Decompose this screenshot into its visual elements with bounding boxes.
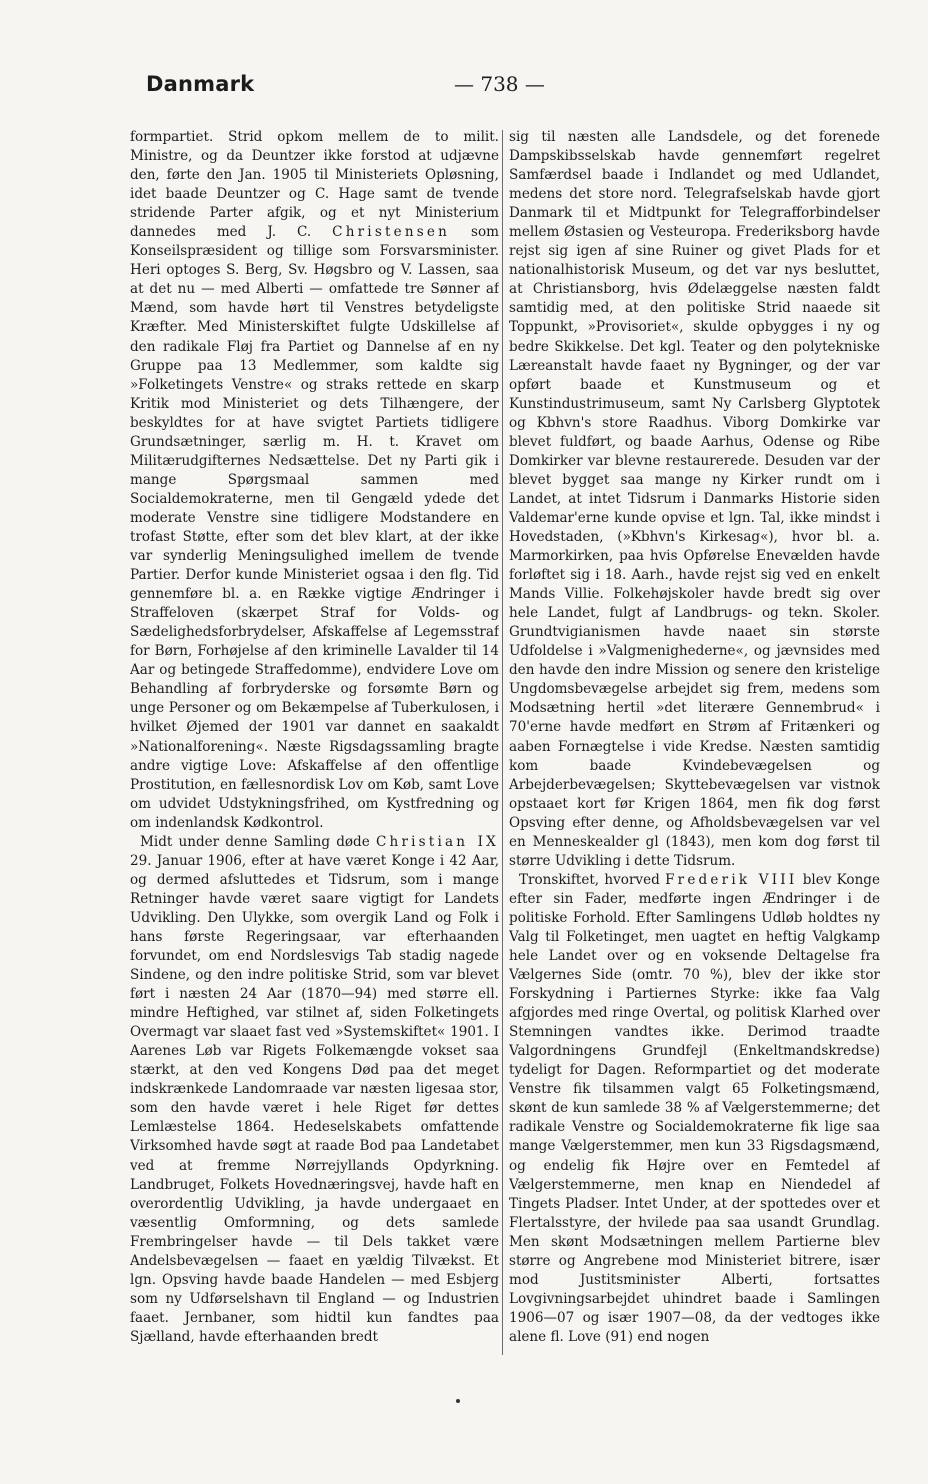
paragraph <box>130 833 499 1347</box>
paragraph-text: Tronskiftet, hvorved <box>519 871 660 888</box>
paragraph-text: 29. Januar 1906, efter at have været Konge i 42 Aar, og dermed afsluttedes et Tidsrum, som i mange Retninger havde været saare vigtigt for Landets Udvikling. Den Ulykke, som overgik Land og Folk i hans første Regeringsaar, var efterhaanden forvundet, om end Nordslesvigs Tab stadig nagede Sindene, og den indre politiske Strid, som var blevet ført i næsten 24 Aar (1870—94) med større ell. mindre Heftighed, var stilnet af, siden Folketingets Overmagt var slaaet fast ved »Systemskiftet« 1901. I Aarenes Løb var Rigets Folkemængde vokset saa stærkt, at den ved Kongens Død paa det meget indskrænkede Landomraade var næsten ligesaa stor, som den havde været i hele Riget før dettes Lemlæstelse 1864. Hedeselskabets omfattende Virksomhed havde søgt at raade Bod paa Landetabet ved at fremme Nørrejyllands Opdyrkning. Landbruget, Folkets Hovednæringsvej, havde haft en overordentlig Udvikling, ja havde undergaaet en væsentlig Omformning, og dets samlede Frembringelser havde — til Dels takket være Andelsbevægelsen — faaet en yældig Tilvækst. Et lgn. Opsving havde baade Handelen — med Esbjerg som ny Udførselshavn til England — og Industrien faaet. Jernbaner, som hidtil kun fandtes paa Sjælland, havde efterhaanden bredt <box>130 852 499 1345</box>
paragraph <box>509 871 880 1347</box>
paragraph-text: sig til næsten alle Landsdele, og det forenede Dampskibsselskab havde gennemført regelret Samfærdsel baade i Indlandet og med Udlandet, medens det store nord. Telegrafselskab havde gjort Danmark til et Midtpunkt for Telegrafforbindelser mellem Østasien og Vesteuropa. Frederiksborg havde rejst sig igen af sine Ruiner og givet Plads for et nationalhistorisk Museum, og det var nys besluttet, at Christiansborg, hvis Ødelæggelse næsten faldt samtidig med, at den politiske Strid naaede sit Toppunkt, »Provisoriet«, skulde opbygges i ny og bedre Skikkelse. Det kgl. Teater og den polytekniske Læreanstalt havde faaet ny Bygninger, og der var opført baade et Kunstmuseum og et Kunstindustrimuseum, samt Ny Carlsberg Glyptotek og Kbhvn's store Raadhus. Viborg Domkirke var blevet fuldført, og baade Aarhus, Odense og Ribe Domkirker var blevne restaurerede. Desuden var der blevet bygget saa mange ny Kirker rundt om i Landet, at intet Tidsrum i Danmarks Historie siden Valdemar'erne kunde opvise et lgn. Tal, ikke mindst i Hovedstaden, (»Kbhvn's Kirkesag«), hvor bl. a. Marmorkirken, paa hvis Opførelse Enevælden havde forløftet sig i 18. Aarh., havde rejst sig ved en enkelt Mands Villie. Folkehøjskoler havde bredt sig over hele Landet, fulgt af Landbrugs- og tekn. Skoler. Grundtvigianismen havde naaet sin største Udfoldelse i »Valgmenighederne«, og jævnsides med den havde den indre Mission og senere den kristelige Ungdomsbevægelse arbejdet sig frem, medens som Modsætning hertil »det literære Gennembrud« i 70'erne havde medført en Strøm af Fritænkeri og aaben Fornægtelse i vide Kredse. Næsten samtidig kom baade Kvindebevægelsen og Arbejderbevægelsen; Skyttebevægelsen var vistnok opstaaet kort før Krigen 1864, men fik dog først Opsving efter denne, og Afholdsbevægelsen var vel en Menneskealder gl (1843), men kom dog først til større Udvikling i dette Tidsrum. <box>509 129 880 869</box>
left-column <box>130 128 499 1368</box>
footer-mark <box>456 1399 460 1403</box>
paragraph-text: formpartiet. Strid opkom mellem de to milit. Ministre, og da Deuntzer ikke forstod at udjævne den, førte den Jan. 1905 til Ministeriets Opløsning, idet baade Deuntzer og C. Hage samt de tvende stridende Parter afgik, og et nyt Ministerium dannedes med J. C. <box>130 129 499 241</box>
person-name: Christian IX <box>375 833 499 850</box>
paragraph-text: Midt under denne Samling døde <box>140 833 370 850</box>
text-columns <box>130 128 882 1368</box>
person-name: Christensen <box>332 224 451 241</box>
paragraph <box>130 128 499 833</box>
paragraph-text: blev Konge efter sin Fader, medførte ingen Ændringer i de politiske Forhold. Efter Samlingens Udløb holdtes ny Valg til Folketinget, men uagtet en heftig Valgkamp hele Landet over og en voksende Deltagelse fra Vælgernes Side (omtr. 70 %), blev der ikke stor Forskydning i Partiernes Styrke: ikke faa Valg afgjordes med ringe Overtal, og politisk Klarhed over Stemningen vandtes ikke. Derimod traadte Valgordningens Grundfejl (Enkeltmandskredse) tydeligt for Dagen. Reformpartiet og det moderate Venstre fik tilsammen valgt 65 Folketingsmænd, skønt de kun samlede 38 % af Vælgerstemmerne; det radikale Venstre og Socialdemokraterne fik lige saa mange Vælgerstemmer, men kun 33 Rigsdagsmænd, og endelig fik Højre over en Femtedel af Vælgerstemmerne, men knap en Niendedel af Tingets Pladser. Intet Under, at der spottedes over et Flertalsstyre, der hvilede paa saa usandt Grundlag. Men skønt Modsætningen mellem Partierne blev større og Angrebene mod Ministeriet bitrere, især mod Justitsminister Alberti, fortsattes Lovgivningsarbejdet uhindret baade i Samlingen 1906—07 og især 1907—08, da der vedtoges ikke alene fl. Love (91) end nogen <box>509 871 880 1345</box>
person-name: Frederik VIII <box>665 871 798 888</box>
section-title: Danmark <box>146 72 255 96</box>
right-column <box>509 128 880 1368</box>
column-divider <box>502 130 503 1355</box>
page-number: — 738 — <box>454 72 545 96</box>
running-head <box>144 72 892 102</box>
paragraph-text: som Konseilspræsident og tillige som Forsvarsminister. Heri optoges S. Berg, Sv. Høgsbro og V. Lassen, saa at det nu — med Alberti — omfattede tre Sønner af Mænd, som havde hørt til Venstres betydeligste Kræfter. Med Ministerskiftet fulgte Udskillelse af den radikale Fløj fra Partiet og Dannelse af en ny Gruppe paa 13 Medlemmer, som kaldte sig »Folketingets Venstre« og straks rettede en skarp Kritik mod Ministeriet og dets Tilhængere, der beskyldtes for at have svigtet Partiets tidligere Grundsætninger, særlig m. H. t. Kravet om Militærudgifternes Nedsættelse. Det ny Parti gik i mange Spørgsmaal sammen med Socialdemokraterne, men til Gengæld ydede det moderate Venstre sine tidligere Modstandere en trofast Støtte, efter som det blev klart, at der ikke var synderlig Meningsulighed imellem de tvende Partier. Derfor kunde Ministeriet ogsaa i den flg. Tid gennemføre bl. a. en Række vigtige Ændringer i Straffeloven (skærpet Straf for Volds- og Sædelighedsforbrydelser, Afskaffelse af Legemsstraf for Børn, Forhøjelse af den kriminelle Lavalder til 14 Aar og betingede Straffedomme), endvidere Love om Behandling af forbryderske og forsømte Børn og unge Personer og om Bekæmpelse af Tuberkulosen, i hvilket Øjemed der 1901 var dannet en saakaldt »Nationalforening«. Næste Rigsdagssamling bragte andre vigtige Love: Afskaffelse af den offentlige Prostitution, en fællesnordisk Lov om Køb, samt Love om udvidet Udstykningsfrihed, om Kystfredning og om indenlandsk Kødkontrol. <box>130 224 499 831</box>
paragraph <box>509 128 880 871</box>
